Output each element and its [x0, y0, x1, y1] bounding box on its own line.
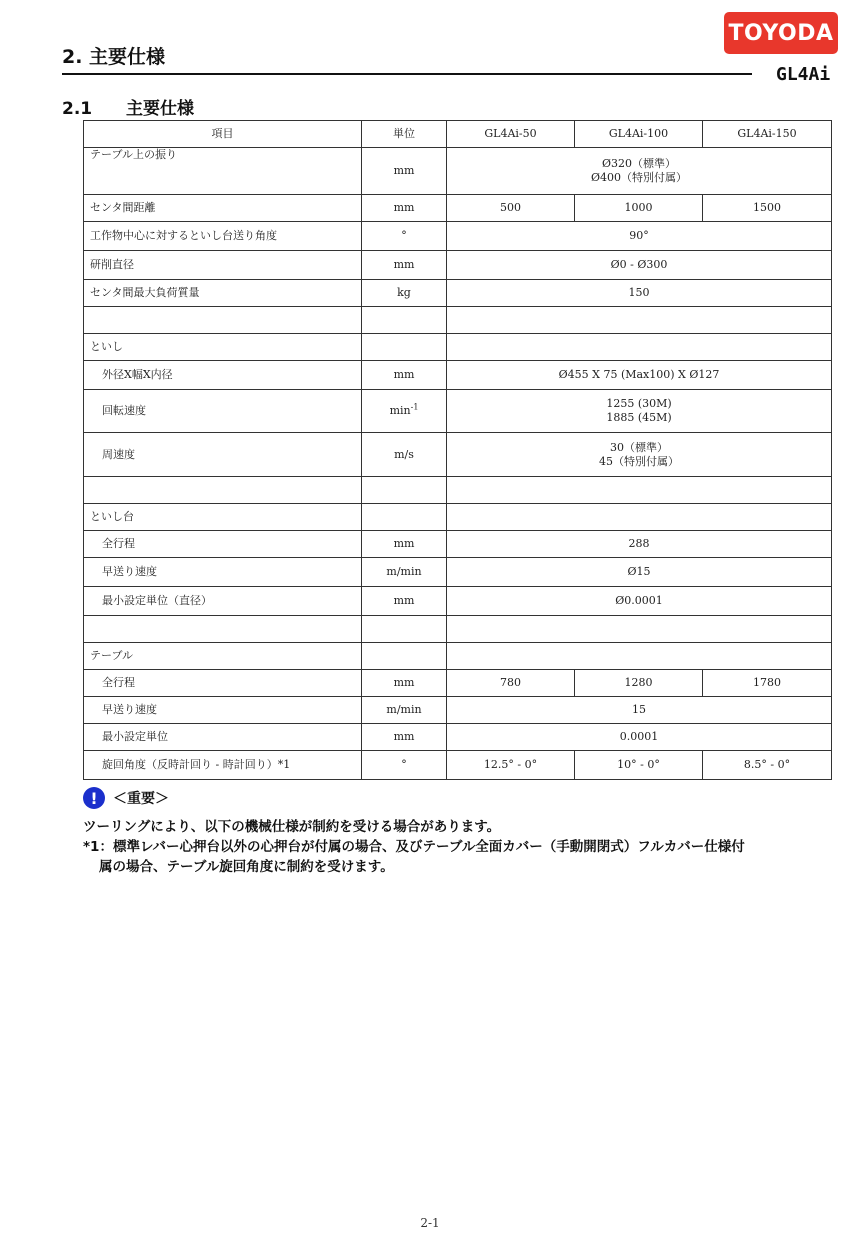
table-group-row	[84, 334, 832, 361]
row-unit: mm	[362, 361, 447, 390]
table-row	[84, 697, 832, 724]
header-divider	[62, 73, 752, 75]
value-line: 1255 (30M)	[606, 397, 672, 410]
table-row	[84, 280, 832, 307]
value-gl4ai-50: 12.5° - 0°	[447, 751, 575, 780]
value-line: Ø320（標準）	[601, 157, 676, 170]
table-row	[84, 195, 832, 222]
row-unit: mm	[362, 670, 447, 697]
table-row	[84, 148, 832, 195]
note-line-1: ツーリングにより、以下の機械仕様が制約を受ける場合があります。	[83, 819, 501, 835]
row-value	[447, 390, 832, 433]
row-value: Ø455 X 75 (Max100) X Ø127	[447, 361, 832, 390]
row-label: 最小設定単位	[84, 724, 362, 751]
table-row	[84, 361, 832, 390]
table-row	[84, 390, 832, 433]
unit-exponent: -1	[410, 402, 419, 412]
row-label: 早送り速度	[84, 558, 362, 587]
row-value: 90°	[447, 222, 832, 251]
section-title: 2. 主要仕様	[62, 46, 166, 68]
row-label: 回転速度	[84, 390, 362, 433]
header-gl4ai-150: GL4Ai-150	[703, 121, 832, 148]
row-unit: °	[362, 222, 447, 251]
table-row	[84, 587, 832, 616]
row-unit: mm	[362, 195, 447, 222]
row-value	[447, 433, 832, 477]
important-heading	[83, 787, 169, 809]
row-value: Ø0.0001	[447, 587, 832, 616]
header-gl4ai-100: GL4Ai-100	[575, 121, 703, 148]
value-line: 45（特別付属）	[599, 454, 679, 468]
row-label: 早送り速度	[84, 697, 362, 724]
subsection-text: 主要仕様	[126, 99, 194, 119]
table-row	[84, 724, 832, 751]
row-unit: m/s	[362, 433, 447, 477]
table-row-empty	[84, 616, 832, 643]
table-row	[84, 251, 832, 280]
table-header-row	[84, 121, 832, 148]
row-unit: mm	[362, 148, 447, 195]
row-label: センタ間最大負荷質量	[84, 280, 362, 307]
table-row	[84, 433, 832, 477]
row-value: Ø0 - Ø300	[447, 251, 832, 280]
row-label: センタ間距離	[84, 195, 362, 222]
group-label: といし	[84, 334, 362, 361]
row-value: 0.0001	[447, 724, 832, 751]
note-line-2: *1：標準レバー心押台以外の心押台が付属の場合、及びテーブル全面カバー（手動開閉式）フルカバー仕様付	[83, 839, 745, 855]
value-gl4ai-100: 1000	[575, 195, 703, 222]
row-unit: mm	[362, 531, 447, 558]
row-label: テーブル上の振り	[84, 148, 362, 195]
value-line: 1885 (45M)	[606, 411, 672, 424]
table-row-empty	[84, 307, 832, 334]
value-gl4ai-50: 780	[447, 670, 575, 697]
table-row	[84, 670, 832, 697]
page-number: 2-1	[420, 1216, 440, 1230]
row-label: 工作物中心に対するといし台送り角度	[84, 222, 362, 251]
row-label: 外径X幅X内径	[84, 361, 362, 390]
row-unit: m/min	[362, 697, 447, 724]
row-label: 最小設定単位（直径）	[84, 587, 362, 616]
row-label: 全行程	[84, 670, 362, 697]
row-unit: kg	[362, 280, 447, 307]
row-value: 150	[447, 280, 832, 307]
row-unit: mm	[362, 724, 447, 751]
row-value: Ø15	[447, 558, 832, 587]
model-label: GL4Ai	[776, 64, 831, 85]
value-gl4ai-150: 8.5° - 0°	[703, 751, 832, 780]
spec-table	[83, 120, 832, 780]
value-line: 30（標準）	[610, 440, 668, 454]
header-unit: 単位	[362, 121, 447, 148]
table-row	[84, 222, 832, 251]
table-row	[84, 751, 832, 780]
table-row	[84, 531, 832, 558]
row-unit: m/min	[362, 558, 447, 587]
row-unit: °	[362, 751, 447, 780]
table-row	[84, 558, 832, 587]
exclamation-icon: !	[83, 787, 105, 809]
group-label: といし台	[84, 504, 362, 531]
row-unit	[362, 390, 447, 433]
row-label: 研削直径	[84, 251, 362, 280]
row-value: 15	[447, 697, 832, 724]
value-gl4ai-50: 500	[447, 195, 575, 222]
header-gl4ai-50: GL4Ai-50	[447, 121, 575, 148]
row-label: 周速度	[84, 433, 362, 477]
table-group-row	[84, 504, 832, 531]
value-gl4ai-150: 1780	[703, 670, 832, 697]
value-gl4ai-150: 1500	[703, 195, 832, 222]
logo-text: TOYODA	[728, 20, 834, 46]
table-group-row	[84, 643, 832, 670]
header-item: 項目	[84, 121, 362, 148]
subsection-number: 2.1	[62, 99, 93, 119]
row-label: 全行程	[84, 531, 362, 558]
note-line-3: 属の場合、テーブル旋回角度に制約を受けます。	[99, 859, 394, 875]
table-row-empty	[84, 477, 832, 504]
subsection-title	[62, 94, 194, 119]
value-gl4ai-100: 1280	[575, 670, 703, 697]
value-line: Ø400（特別付属）	[590, 171, 687, 184]
row-unit: mm	[362, 251, 447, 280]
row-value: 288	[447, 531, 832, 558]
row-value	[447, 148, 832, 195]
important-label: ＜重要＞	[113, 791, 169, 807]
toyoda-logo	[724, 12, 838, 54]
group-label: テーブル	[84, 643, 362, 670]
value-gl4ai-100: 10° - 0°	[575, 751, 703, 780]
row-label: 旋回角度（反時計回り - 時計回り）*1	[84, 751, 362, 780]
row-unit: mm	[362, 587, 447, 616]
unit-base: min	[389, 404, 411, 417]
